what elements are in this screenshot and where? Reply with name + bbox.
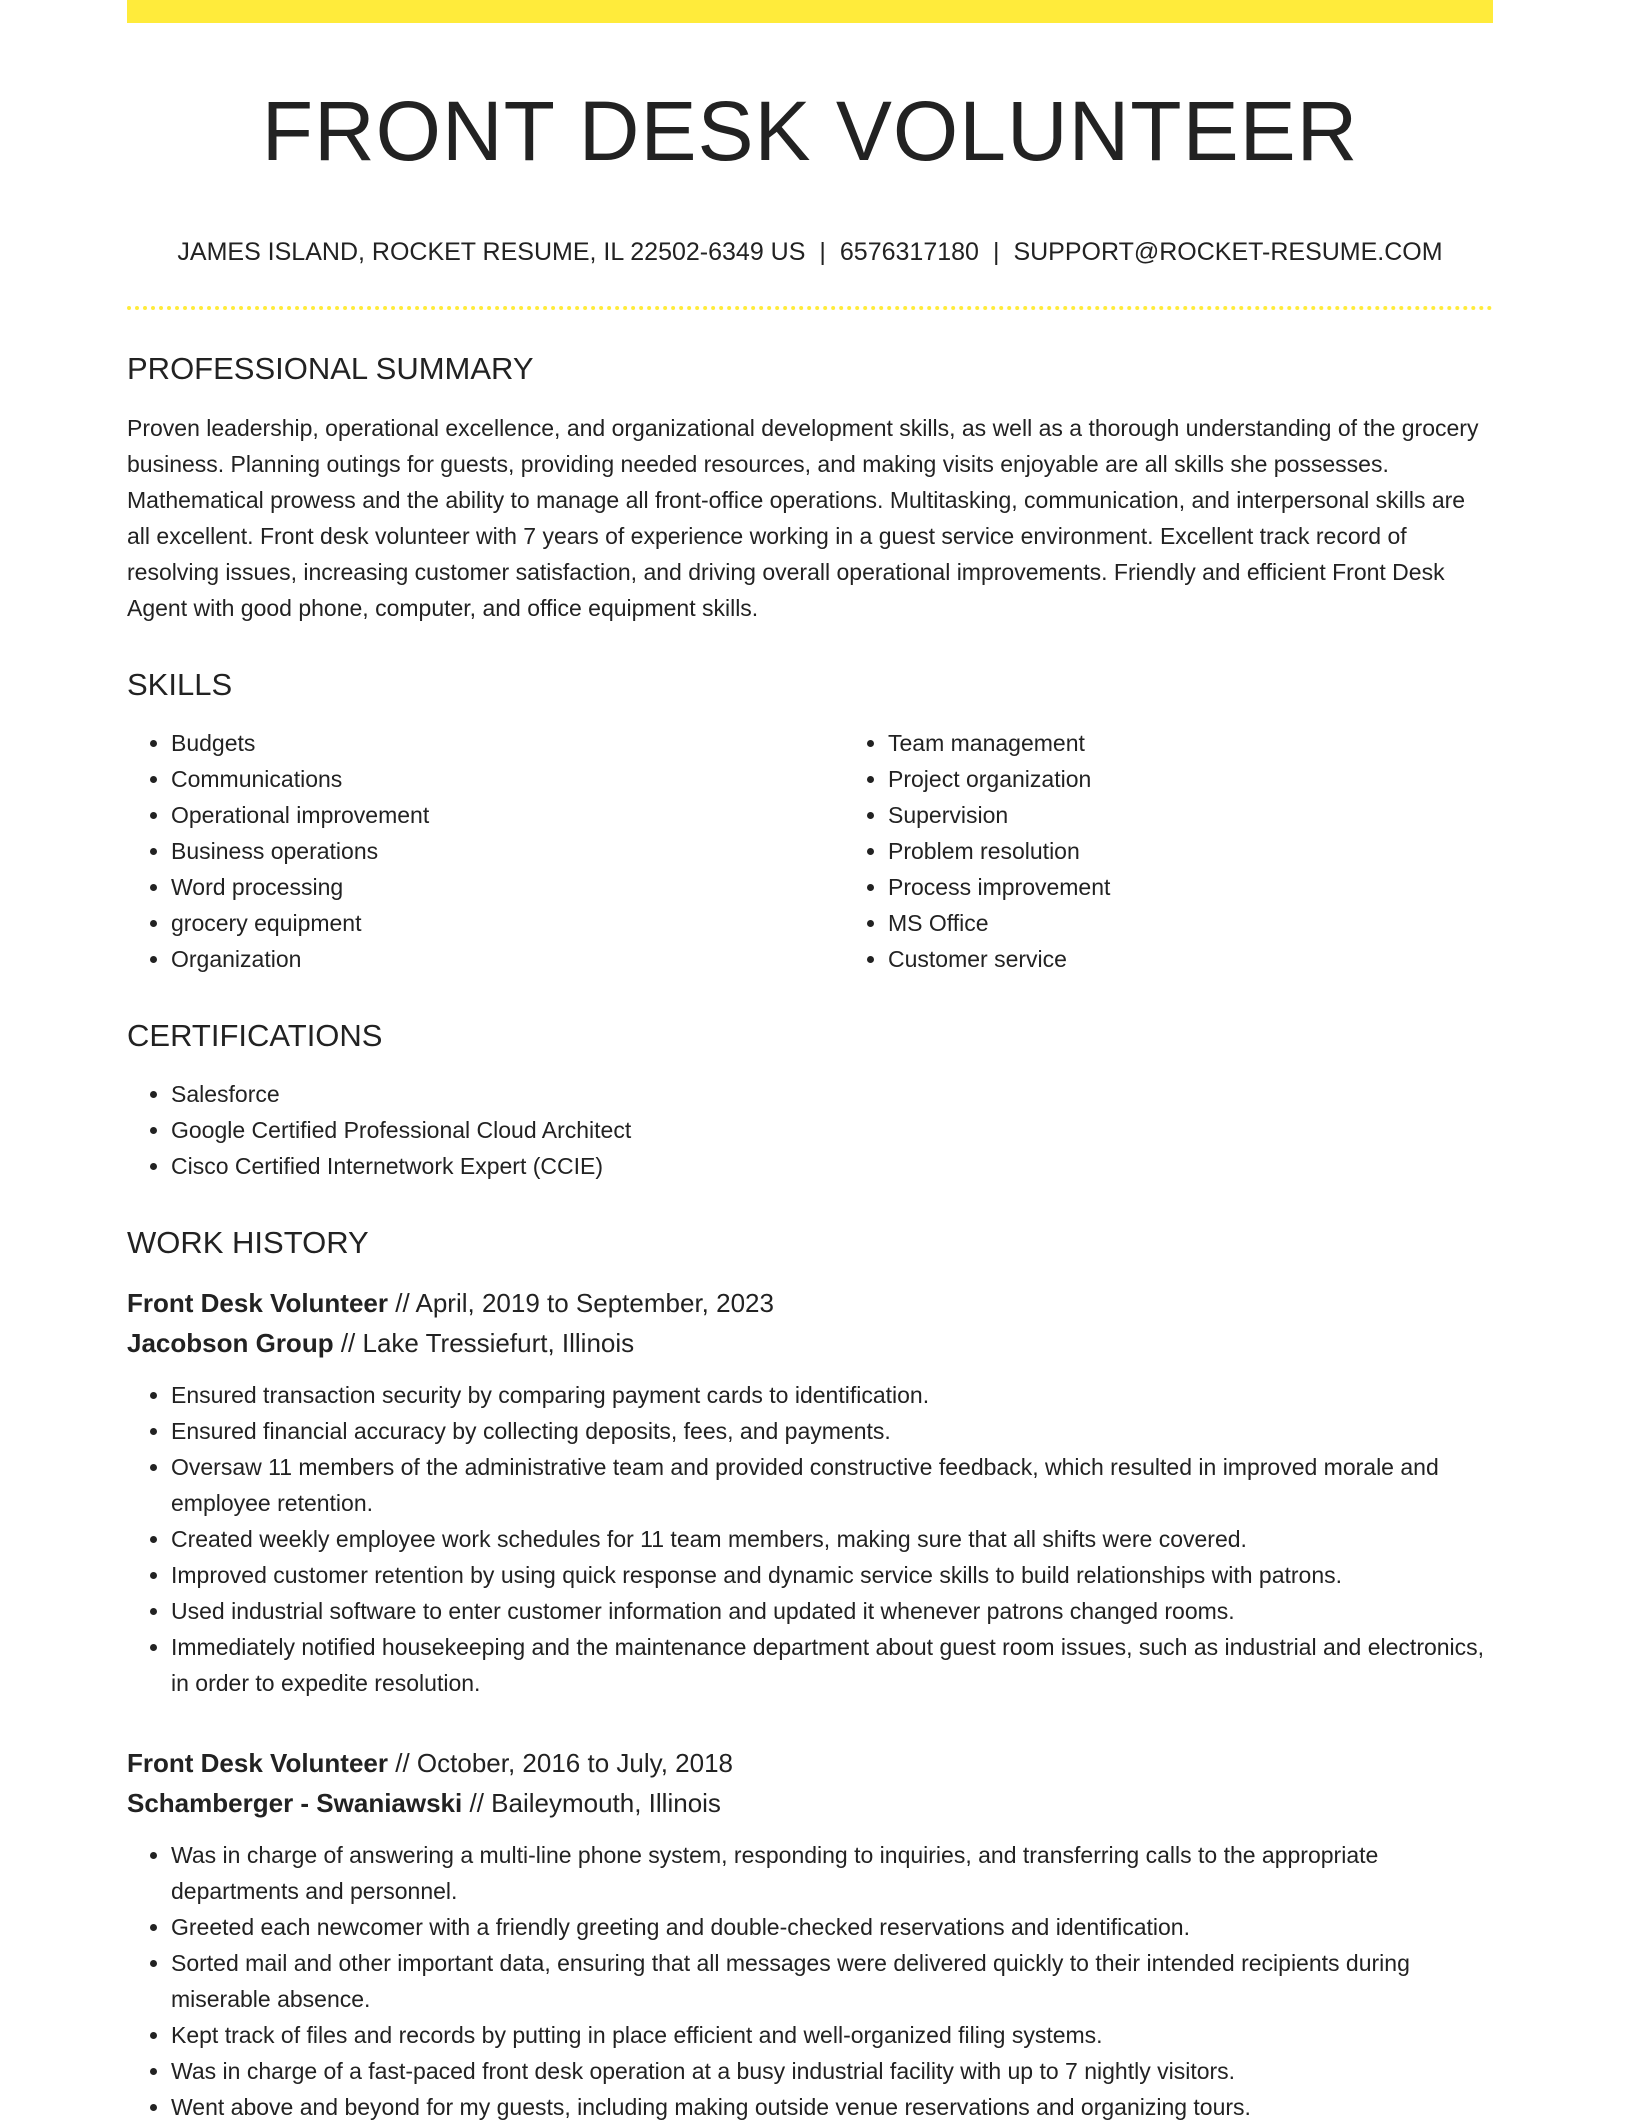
skill-item: • Word processing bbox=[171, 869, 844, 905]
work-history-heading: WORK HISTORY bbox=[127, 1224, 369, 1260]
contact-separator: | bbox=[992, 238, 1000, 267]
job-dates: // April, 2019 to September, 2023 bbox=[395, 1288, 774, 1319]
skill-item: • Process improvement bbox=[888, 869, 1493, 905]
skill-item: • Communications bbox=[171, 761, 844, 797]
job-company: Jacobson Group bbox=[127, 1328, 334, 1359]
job-duty-item: • Sorted mail and other important data, ensuring that all messages were delivered quickly to their intended recipients during miserable absence. bbox=[171, 1945, 1493, 2017]
resume-page bbox=[127, 0, 1493, 2125]
job-duty-item: • Went above and beyond for my guests, including making outside venue reservations and organizing tours. bbox=[171, 2089, 1493, 2125]
job-title-line bbox=[127, 1283, 1493, 1323]
contact-line bbox=[127, 237, 1493, 267]
job-duty-item: • Was in charge of a fast-paced front desk operation at a busy industrial facility with up to 7 nightly visitors. bbox=[171, 2053, 1493, 2089]
job-duty-item: • Used industrial software to enter customer information and updated it whenever patrons changed rooms. bbox=[171, 1593, 1493, 1629]
certification-item: • Cisco Certified Internetwork Expert (CCIE) bbox=[171, 1148, 1493, 1184]
job-duty-item: • Ensured financial accuracy by collecting deposits, fees, and payments. bbox=[171, 1413, 1493, 1449]
summary-section bbox=[127, 350, 1493, 625]
job-location: // Lake Tressiefurt, Illinois bbox=[340, 1328, 635, 1359]
summary-text: Proven leadership, operational excellence, and organizational development skills, as well as a thorough understanding of the grocery business. Planning outings for guests, providing needed resources, and making visits enjoyable are all skills she possesses. Mathematical prowess and the ability to manage all front-office operations. Multitasking, communication, and interpersonal skills are all excellent. Front desk volunteer with 7 years of experience working in a guest service environment. Excellent track record of resolving issues, increasing customer satisfaction, and driving overall operational improvements. Friendly and efficient Front Desk Agent with good phone, computer, and office equipment skills. bbox=[127, 414, 1479, 621]
job-company: Schamberger - Swaniawski bbox=[127, 1788, 463, 1819]
job-entry bbox=[127, 1743, 1493, 2125]
summary-heading: PROFESSIONAL SUMMARY bbox=[127, 351, 534, 387]
job-dates: // October, 2016 to July, 2018 bbox=[395, 1748, 733, 1779]
job-duty-item: • Ensured transaction security by comparing payment cards to identification. bbox=[171, 1377, 1493, 1413]
accent-bar bbox=[127, 0, 1493, 23]
certification-item: • Google Certified Professional Cloud Architect bbox=[171, 1112, 1493, 1148]
contact-email: SUPPORT@ROCKET-RESUME.COM bbox=[1013, 238, 1443, 267]
job-duty-item: • Created weekly employee work schedules for 11 team members, making sure that all shifts were covered. bbox=[171, 1521, 1493, 1557]
skills-list-right bbox=[844, 725, 1493, 977]
job-title: Front Desk Volunteer bbox=[127, 1748, 389, 1779]
skill-item: • Team management bbox=[888, 725, 1493, 761]
certifications-heading: CERTIFICATIONS bbox=[127, 1017, 383, 1053]
skill-item: • MS Office bbox=[888, 905, 1493, 941]
job-duty-item: • Improved customer retention by using quick response and dynamic service skills to build relationships with patrons. bbox=[171, 1557, 1493, 1593]
contact-phone: 6576317180 bbox=[839, 238, 979, 267]
job-duty-item: • Was in charge of answering a multi-line phone system, responding to inquiries, and transferring calls to the appropriate departments and personnel. bbox=[171, 1837, 1493, 1909]
contact-separator: | bbox=[819, 238, 826, 267]
job-duty-item: • Kept track of files and records by putting in place efficient and well-organized filing systems. bbox=[171, 2017, 1493, 2053]
certifications-list bbox=[127, 1076, 1493, 1184]
job-title: Front Desk Volunteer bbox=[127, 1288, 389, 1319]
skill-item: • Budgets bbox=[171, 725, 844, 761]
skill-item: • Problem resolution bbox=[888, 833, 1493, 869]
skills-columns bbox=[127, 725, 1493, 977]
skills-section bbox=[127, 666, 1493, 977]
skill-item: • Business operations bbox=[171, 833, 844, 869]
contact-address: JAMES ISLAND, ROCKET RESUME, IL 22502-6349 US bbox=[177, 238, 806, 267]
job-company-line bbox=[127, 1323, 1493, 1363]
certifications-section bbox=[127, 1017, 1493, 1184]
skill-item: • grocery equipment bbox=[171, 905, 844, 941]
skill-item: • Operational improvement bbox=[171, 797, 844, 833]
job-title-line bbox=[127, 1743, 1493, 1783]
job-duty-item: • Oversaw 11 members of the administrative team and provided constructive feedback, which resulted in improved morale and employee retention. bbox=[171, 1449, 1493, 1521]
skill-item: • Customer service bbox=[888, 941, 1493, 977]
skills-list-left bbox=[127, 725, 844, 977]
certification-item: • Salesforce bbox=[171, 1076, 1493, 1112]
skills-heading: SKILLS bbox=[127, 666, 233, 702]
skill-item: • Supervision bbox=[888, 797, 1493, 833]
resume-title: FRONT DESK VOLUNTEER bbox=[261, 84, 1359, 178]
job-duties-list bbox=[127, 1377, 1493, 1701]
job-duty-item: • Greeted each newcomer with a friendly greeting and double-checked reservations and identification. bbox=[171, 1909, 1493, 1945]
skill-item: • Organization bbox=[171, 941, 844, 977]
work-history-section bbox=[127, 1224, 1493, 2125]
job-duties-list bbox=[127, 1837, 1493, 2125]
dotted-divider bbox=[127, 306, 1493, 310]
job-location: // Baileymouth, Illinois bbox=[469, 1788, 721, 1819]
job-entry bbox=[127, 1283, 1493, 1701]
job-duty-item: • Immediately notified housekeeping and the maintenance department about guest room issues, such as industrial and electronics, in order to expedite resolution. bbox=[171, 1629, 1493, 1701]
job-company-line bbox=[127, 1783, 1493, 1823]
skill-item: • Project organization bbox=[888, 761, 1493, 797]
